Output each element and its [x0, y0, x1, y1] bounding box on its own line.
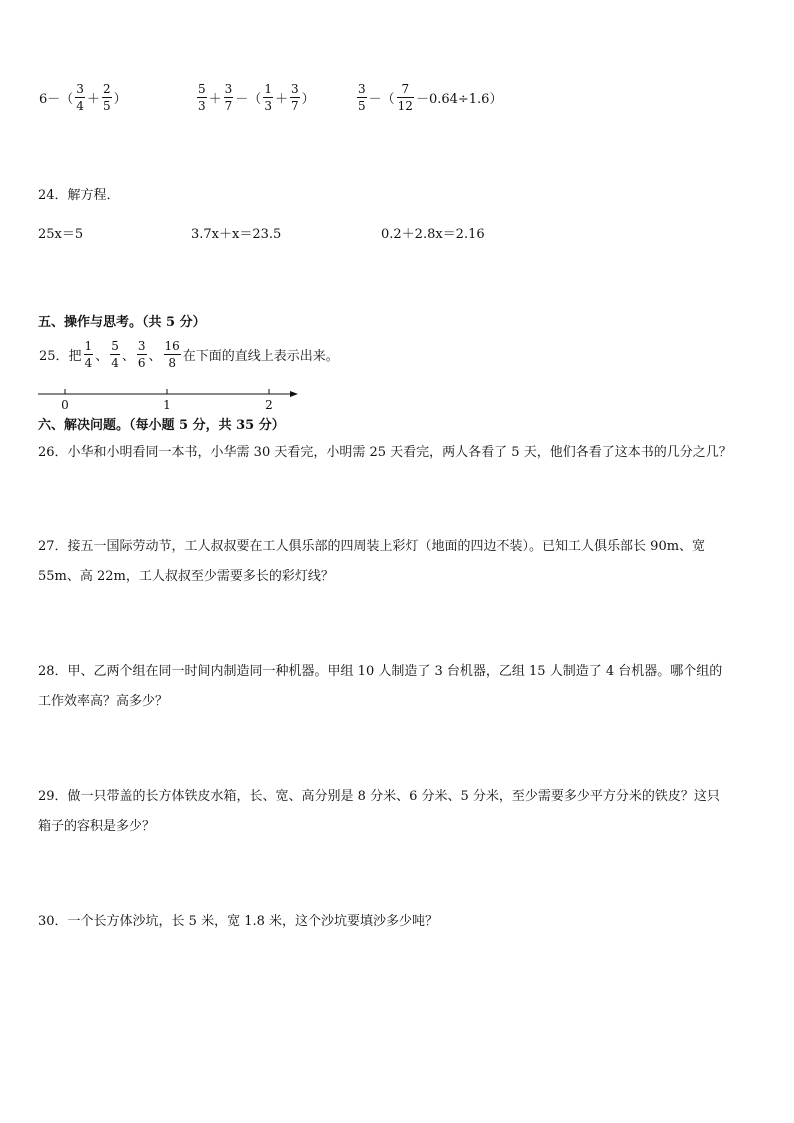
tick-label-0: 0: [61, 398, 69, 412]
calc-expression-3: [356, 80, 503, 114]
numerator: 1: [264, 81, 272, 96]
section-5-title: 五、操作与思考。（共 5 分）: [38, 315, 206, 330]
q25-prompt: [38, 337, 340, 371]
calc-expression-2: [196, 80, 316, 114]
operator: ＋: [86, 91, 100, 107]
calc-expression-1: [38, 80, 128, 114]
numerator: 5: [198, 81, 206, 96]
numerator: 2: [102, 81, 111, 96]
q30-text: 30．一个长方体沙坑，长 5 米，宽 1.8 米，这个沙坑要填沙多少吨？: [38, 914, 439, 929]
numerator: 3: [137, 338, 146, 353]
q28-line-1: 28．甲、乙两个组在同一时间内制造同一种机器。甲组 10 人制造了 3 台机器，乙组 15 人制造了 4 台机器。哪个组的: [38, 664, 723, 679]
q24-equation-1: 25x＝5: [38, 227, 84, 242]
numerator: 5: [111, 338, 119, 353]
expr-text: －0.64÷1.6）: [415, 91, 503, 107]
expr-text: ）: [301, 91, 315, 107]
expr-text: ）: [113, 91, 127, 107]
fraction: [397, 83, 414, 112]
q26-text: 26．小华和小明看同一本书，小华需 30 天看完，小明需 25 天看完，两人各看了 5 天，他们各看了这本书的几分之几？: [38, 445, 732, 460]
number-line: [36, 384, 306, 414]
denominator: 7: [224, 98, 233, 113]
expr-text: －（: [368, 91, 395, 107]
number-line-axis: [36, 384, 306, 398]
prompt-text: 25．把: [39, 348, 82, 364]
denominator: 3: [198, 98, 206, 113]
q27-line-2: 55m、高 22m，工人叔叔至少需要多长的彩灯线？: [38, 569, 334, 584]
expr-text: －（: [235, 91, 262, 107]
separator: 、: [148, 348, 162, 364]
numerator: 3: [358, 81, 366, 96]
operator: ＋: [208, 91, 222, 107]
denominator: 3: [264, 98, 272, 113]
fraction: [110, 340, 120, 369]
fraction: [357, 83, 367, 112]
denominator: 12: [397, 98, 413, 113]
numerator: 7: [397, 83, 414, 98]
expr-text: 6－（: [39, 91, 74, 107]
denominator: 5: [358, 98, 366, 113]
fraction: [137, 340, 147, 369]
numerator: 3: [290, 81, 299, 96]
prompt-text: 在下面的直线上表示出来。: [182, 348, 339, 364]
denominator: 4: [111, 355, 119, 370]
separator: 、: [121, 348, 135, 364]
numerator: 3: [76, 81, 84, 96]
denominator: 7: [290, 98, 299, 113]
section-6-title: 六、解决问题。（每小题 5 分，共 35 分）: [38, 418, 285, 433]
fraction: [75, 83, 85, 112]
separator: 、: [95, 348, 109, 364]
q28-line-2: 工作效率高？高多少？: [38, 694, 169, 709]
denominator: 4: [76, 98, 84, 113]
numerator: 3: [224, 81, 233, 96]
fraction: [224, 83, 234, 112]
q24-equation-3: 0.2＋2.8x＝2.16: [381, 227, 485, 242]
denominator: 8: [168, 355, 176, 370]
tick-label-1: 1: [163, 398, 171, 412]
q27-line-1: 27．接五一国际劳动节，工人叔叔要在工人俱乐部的四周装上彩灯（地面的四边不装）。已知工人俱乐部长 90m、宽: [38, 539, 706, 554]
tick-label-2: 2: [265, 398, 273, 412]
operator: ＋: [274, 91, 288, 107]
numerator: 1: [84, 338, 93, 353]
fraction: [290, 83, 300, 112]
arrow-head-icon: [290, 391, 298, 397]
q29-line-2: 箱子的容积是多少？: [38, 819, 156, 834]
denominator: 4: [84, 355, 93, 370]
fraction: [197, 83, 207, 112]
denominator: 5: [102, 98, 111, 113]
denominator: 6: [137, 355, 146, 370]
fraction: [102, 83, 112, 112]
fraction: [164, 340, 181, 369]
q24-title: 24．解方程．: [38, 188, 120, 203]
q29-line-1: 29．做一只带盖的长方体铁皮水箱，长、宽、高分别是 8 分米、6 分米、5 分米，至少需要多少平方分米的铁皮？这只: [38, 789, 720, 804]
fraction: [84, 340, 94, 369]
numerator: 16: [164, 338, 180, 353]
fraction: [263, 83, 273, 112]
q24-equation-2: 3.7x＋x＝23.5: [191, 227, 282, 242]
